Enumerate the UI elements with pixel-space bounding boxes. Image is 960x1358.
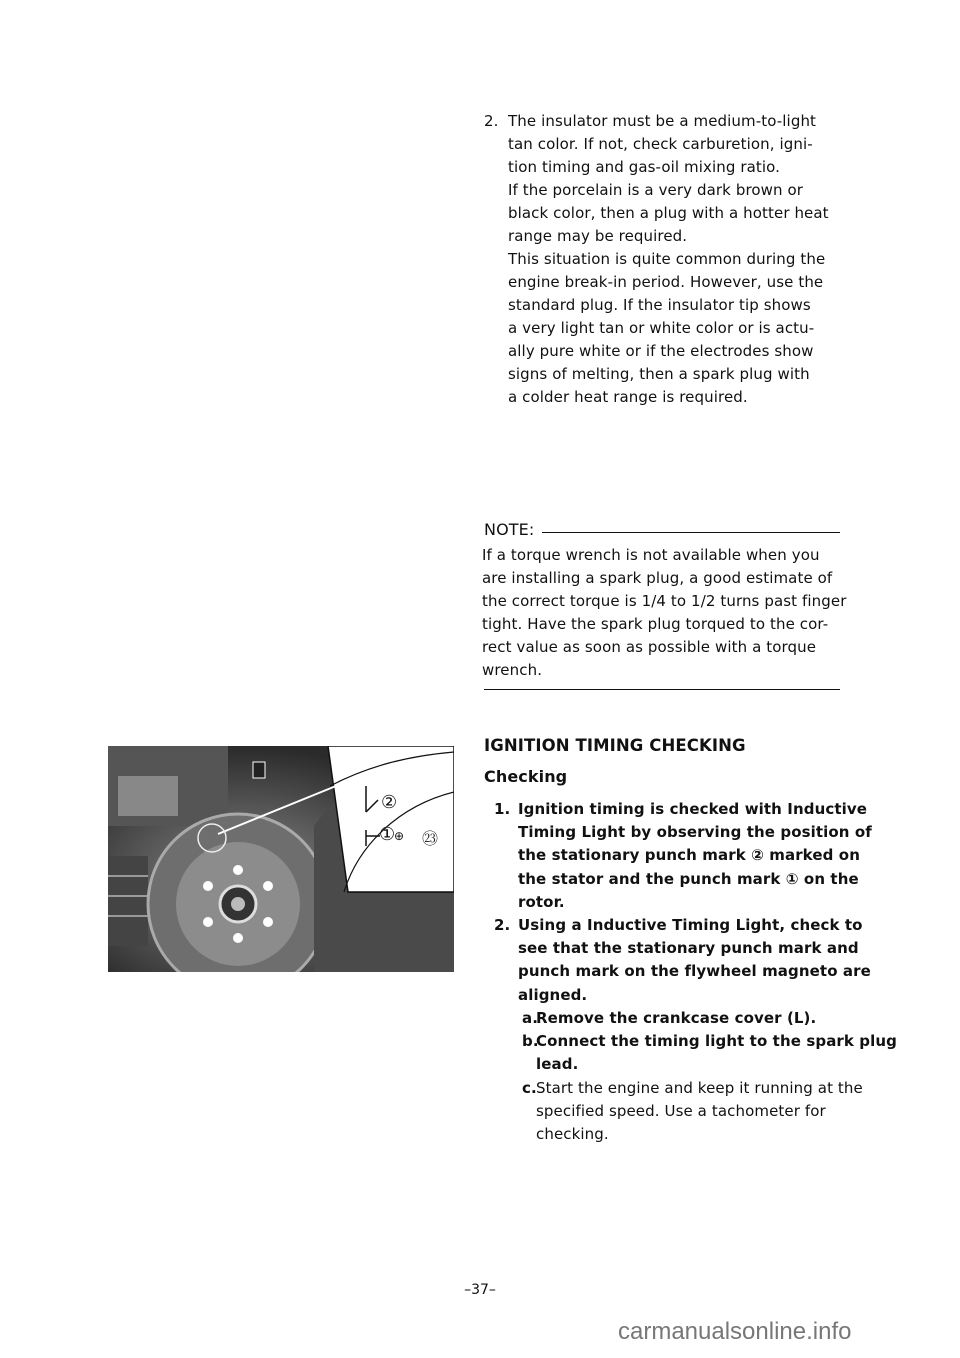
text-line: a very light tan or white color or is actu- (508, 319, 815, 337)
svg-text:⊕: ⊕ (394, 829, 405, 843)
text-line: are installing a spark plug, a good estimate of (482, 569, 833, 587)
text-line: the correct torque is 1/4 to 1/2 turns past finger (482, 592, 847, 610)
callout-2-label: ② (381, 792, 398, 813)
text-line: Start the engine and keep it running at the (536, 1078, 863, 1097)
text-line: This situation is quite common during the (508, 250, 826, 268)
ignition-substeps (494, 1007, 898, 1146)
text-line: the stator and the punch mark ① on the (518, 869, 859, 888)
text-line: specified speed. Use a tachometer for (536, 1101, 826, 1120)
text-line: Ignition timing is checked with Inductive (518, 800, 868, 818)
text-line: rect value as soon as possible with a torque (482, 638, 817, 656)
text-line: If the porcelain is a very dark brown or (508, 181, 804, 199)
note-top-rule (542, 532, 840, 533)
text-line: standard plug. If the insulator tip shows (508, 296, 811, 314)
text-line: engine break-in period. However, use the (508, 273, 824, 291)
text-line: Remove the crankcase cover (L). (536, 1009, 817, 1027)
item-number: 2. (494, 916, 511, 934)
engine-timing-photo (108, 746, 454, 972)
item-number: 1. (494, 800, 511, 818)
text-line: see that the stationary punch mark and (518, 939, 859, 958)
text-line: rotor. (518, 892, 565, 911)
text-line: The insulator must be a medium-to-light (508, 112, 817, 130)
substep-letter: b. (522, 1032, 539, 1051)
substep-letter: a. (522, 1009, 539, 1027)
text-line: black color, then a plug with a hotter heat (508, 204, 829, 222)
watermark: carmanualsonline.info (618, 1318, 852, 1345)
callout-1-label: ① (379, 824, 396, 845)
note-label: NOTE: (484, 520, 535, 539)
text-line: wrench. (482, 661, 543, 679)
text-line: Timing Light by observing the position of (518, 823, 872, 842)
section-title: IGNITION TIMING CHECKING (484, 736, 746, 755)
text-line: aligned. (518, 985, 588, 1004)
text-line: range may be required. (508, 227, 688, 245)
text-line: the stationary punch mark ② marked on (518, 846, 860, 865)
substep-letter: c. (522, 1078, 537, 1097)
note-bottom-rule (484, 689, 840, 690)
insulator-paragraph (484, 110, 846, 409)
text-line: checking. (536, 1125, 609, 1144)
note-text (482, 544, 847, 682)
engine-photo-illustration (108, 746, 454, 972)
note-block (484, 518, 846, 541)
text-line: punch mark on the flywheel magneto are (518, 962, 871, 981)
ignition-section (484, 734, 846, 788)
text-line: ally pure white or if the electrodes show (508, 342, 814, 360)
callout-3-label: ㉓ (422, 829, 439, 848)
text-line: Connect the timing light to the spark plug (536, 1032, 898, 1051)
text-line: tan color. If not, check carburetion, igni- (508, 135, 813, 153)
text-line: signs of melting, then a spark plug with (508, 365, 810, 383)
text-line: If a torque wrench is not available when you (482, 546, 820, 564)
text-line: tight. Have the spark plug torqued to the cor- (482, 615, 829, 633)
section-subtitle: Checking (484, 767, 568, 787)
text-line: Using a Inductive Timing Light, check to (518, 916, 863, 934)
text-line: lead. (536, 1055, 579, 1074)
page-number: –37– (464, 1282, 496, 1298)
text-line: a colder heat range is required. (508, 388, 748, 406)
text-line: tion timing and gas-oil mixing ratio. (508, 158, 781, 176)
item-number: 2. (484, 112, 499, 130)
ignition-step-2 (494, 914, 871, 1007)
ignition-step-1 (494, 798, 872, 914)
